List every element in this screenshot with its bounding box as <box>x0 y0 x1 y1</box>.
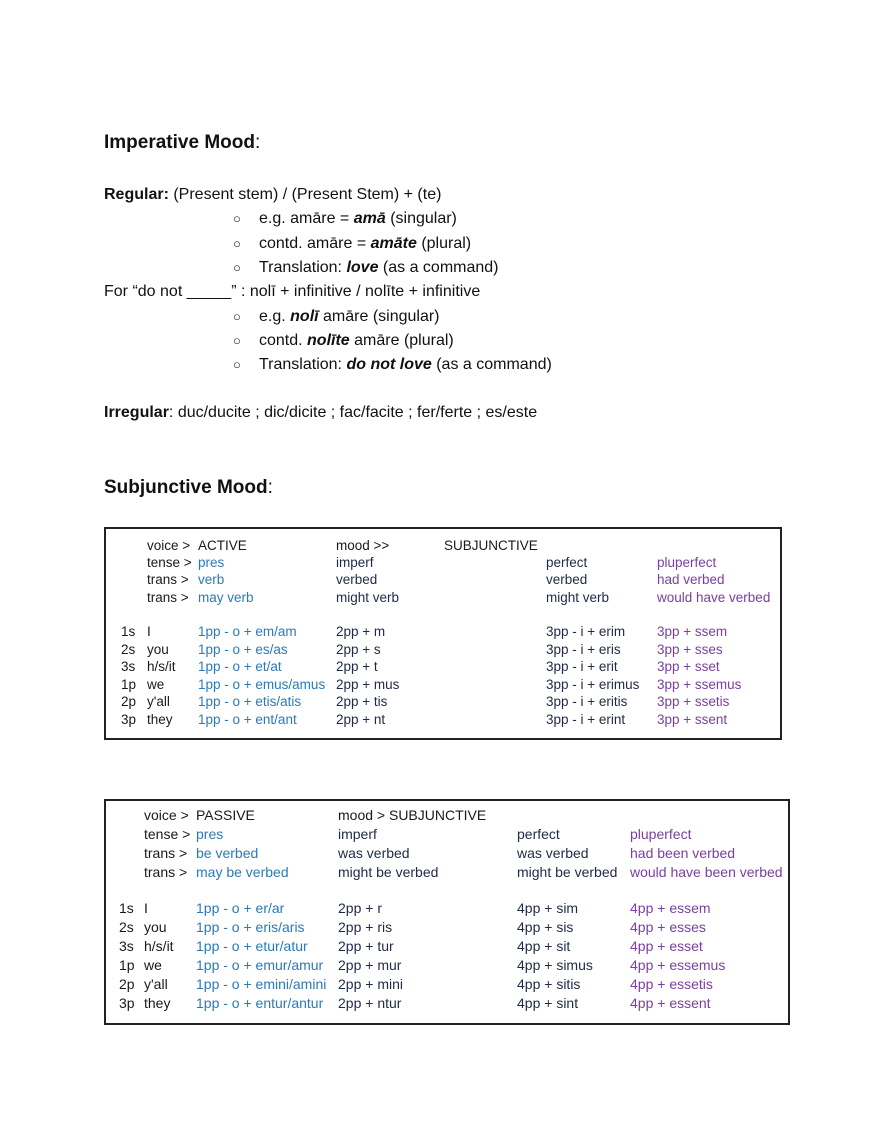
table-cell: 2pp + tur <box>338 938 394 954</box>
table-cell: 4pp + sint <box>517 995 579 1011</box>
table-cell: 3pp + ssent <box>657 711 728 727</box>
trans2-perfect: might verb <box>546 590 610 605</box>
table-cell: 3pp - i + eris <box>546 641 621 657</box>
table-cell: 4pp + sis <box>517 919 574 935</box>
table-cell: they <box>147 711 173 727</box>
table-cell: 1pp - o + eris/aris <box>196 919 305 935</box>
table-cell: 1pp - o + emus/amus <box>198 676 326 692</box>
table-cell: 2pp + s <box>336 641 381 657</box>
table-cell: 1pp - o + em/am <box>198 624 297 639</box>
table-cell: 3pp + ssemus <box>657 676 742 692</box>
regular-line: Regular: (Present stem) / (Present Stem) + (te) <box>104 186 442 203</box>
table-cell: 2pp + ris <box>338 919 393 935</box>
table-cell: 2pp + mus <box>336 676 400 692</box>
trans2-imperf: might verb <box>336 590 400 605</box>
table-cell: 2pp + ntur <box>338 995 402 1011</box>
irregular-line: Irregular: duc/ducite ; dic/dicite ; fac/facite ; fer/ferte ; es/este <box>104 404 538 421</box>
tense-pres: pres <box>196 826 224 842</box>
table-cell: 3pp + sses <box>657 641 723 657</box>
trans-label: trans > <box>147 572 189 587</box>
table-cell: 3pp + ssem <box>657 624 728 639</box>
table-cell: 2s <box>119 919 134 935</box>
active-subjunctive-table <box>104 527 782 740</box>
table-cell: 2pp + mur <box>338 957 402 973</box>
table-cell: 1pp - o + entur/antur <box>196 995 324 1011</box>
table-cell: 4pp + esses <box>630 919 706 935</box>
list-item: ○ Translation: love (as a command) <box>233 259 499 276</box>
trans1-perfect: verbed <box>546 572 588 587</box>
trans-label: trans > <box>144 845 188 861</box>
table-cell: 1pp - o + et/at <box>198 659 282 674</box>
table-cell: 1pp - o + es/as <box>198 641 288 657</box>
imperative-heading: Imperative Mood: <box>104 132 261 153</box>
table-cell: you <box>147 641 169 657</box>
tense-pluperfect: pluperfect <box>657 555 717 570</box>
table-cell: 4pp + essetis <box>630 976 713 992</box>
table-cell: they <box>144 995 171 1011</box>
trans2-pluperfect: would have verbed <box>657 590 771 605</box>
table-cell: we <box>147 676 165 692</box>
table-cell: 1p <box>119 957 135 973</box>
do-not-line: For “do not _____” : nolī + infinitive / nolīte + infinitive <box>104 283 481 300</box>
trans2-perfect: might be verbed <box>517 864 618 880</box>
trans1-imperf: was verbed <box>338 845 410 861</box>
voice-value: ACTIVE <box>198 538 247 553</box>
tense-pluperfect: pluperfect <box>630 826 692 842</box>
table-cell: 3pp - i + eritis <box>546 694 628 709</box>
table-cell: 3pp - i + erim <box>546 624 626 639</box>
table-cell: 3p <box>119 995 135 1011</box>
table-cell: 4pp + sitis <box>517 976 581 992</box>
trans-label: trans > <box>144 864 188 880</box>
table-cell: 4pp + essemus <box>630 957 726 973</box>
list-item: ○ e.g. amāre = amā (singular) <box>233 210 457 227</box>
tense-label: tense > <box>144 826 191 842</box>
table-cell: 2s <box>121 641 136 657</box>
table-cell: h/s/it <box>147 659 176 674</box>
table-cell: 4pp + sim <box>517 900 579 916</box>
table-cell: 3pp + sset <box>657 659 720 674</box>
list-item: ○ e.g. nolī amāre (singular) <box>233 308 440 325</box>
table-cell: 3pp - i + erint <box>546 711 626 727</box>
mood-value: SUBJUNCTIVE <box>444 538 538 553</box>
trans2-pres: may verb <box>198 590 254 605</box>
table-cell: 4pp + essent <box>630 995 711 1011</box>
table-cell: 2pp + tis <box>336 694 388 709</box>
table-cell: we <box>144 957 162 973</box>
table-cell: 4pp + sit <box>517 938 571 954</box>
table-cell: I <box>147 624 151 639</box>
table-cell: 3s <box>119 938 134 954</box>
table-cell: you <box>144 919 167 935</box>
trans2-pres: may be verbed <box>196 864 289 880</box>
table-cell: 3pp - i + erit <box>546 659 618 674</box>
table-cell: 1pp - o + etur/atur <box>196 938 308 954</box>
trans2-imperf: might be verbed <box>338 864 439 880</box>
table-cell: 1pp - o + etis/atis <box>198 694 302 709</box>
table-cell: 2pp + t <box>336 659 378 674</box>
table-cell: 3p <box>121 711 137 727</box>
voice-value: PASSIVE <box>196 807 255 823</box>
table-cell: 3s <box>121 659 136 674</box>
tense-perfect: perfect <box>546 555 588 570</box>
tense-perfect: perfect <box>517 826 560 842</box>
mood-value: mood > SUBJUNCTIVE <box>338 807 487 823</box>
table-cell: 2p <box>121 694 137 709</box>
table-cell: y'all <box>144 976 168 992</box>
table-cell: 2pp + m <box>336 624 386 639</box>
list-item: ○ contd. amāre = amāte (plural) <box>233 235 472 252</box>
trans1-imperf: verbed <box>336 572 378 587</box>
list-item: ○ Translation: do not love (as a command) <box>233 356 552 373</box>
trans2-pluperfect: would have been verbed <box>630 864 783 880</box>
voice-label: voice > <box>147 538 191 553</box>
voice-label: voice > <box>144 807 189 823</box>
trans1-pres: be verbed <box>196 845 259 861</box>
table-cell: h/s/it <box>144 938 174 954</box>
table-cell: 1pp - o + ent/ant <box>198 711 297 727</box>
table-cell: 4pp + essem <box>630 900 711 916</box>
table-cell: 2pp + mini <box>338 976 403 992</box>
trans-label: trans > <box>147 590 189 605</box>
trans1-pluperfect: had verbed <box>657 572 725 587</box>
table-cell: 3pp - i + erimus <box>546 676 640 692</box>
table-cell: 4pp + simus <box>517 957 593 973</box>
trans1-perfect: was verbed <box>517 845 589 861</box>
tense-imperf: imperf <box>336 555 374 570</box>
tense-imperf: imperf <box>338 826 377 842</box>
table-cell: 1pp - o + emur/amur <box>196 957 324 973</box>
table-cell: 3pp + ssetis <box>657 694 730 709</box>
list-item: ○ contd. nolīte amāre (plural) <box>233 332 454 349</box>
table-cell: 1pp - o + emini/amini <box>196 976 327 992</box>
table-cell: 1pp - o + er/ar <box>196 900 285 916</box>
table-cell: 1s <box>121 624 136 639</box>
table-cell: 1p <box>121 676 137 692</box>
table-cell: 2pp + nt <box>336 711 386 727</box>
mood-label: mood >> <box>336 538 390 553</box>
subjunctive-heading: Subjunctive Mood: <box>104 477 273 498</box>
table-cell: 2pp + r <box>338 900 382 916</box>
table-cell: 2p <box>119 976 135 992</box>
table-cell: I <box>144 900 148 916</box>
passive-subjunctive-table <box>104 799 790 1025</box>
trans1-pluperfect: had been verbed <box>630 845 736 861</box>
tense-pres: pres <box>198 555 225 570</box>
trans1-pres: verb <box>198 572 225 587</box>
tense-label: tense > <box>147 555 192 570</box>
table-cell: y'all <box>147 694 170 709</box>
table-cell: 4pp + esset <box>630 938 703 954</box>
table-cell: 1s <box>119 900 134 916</box>
